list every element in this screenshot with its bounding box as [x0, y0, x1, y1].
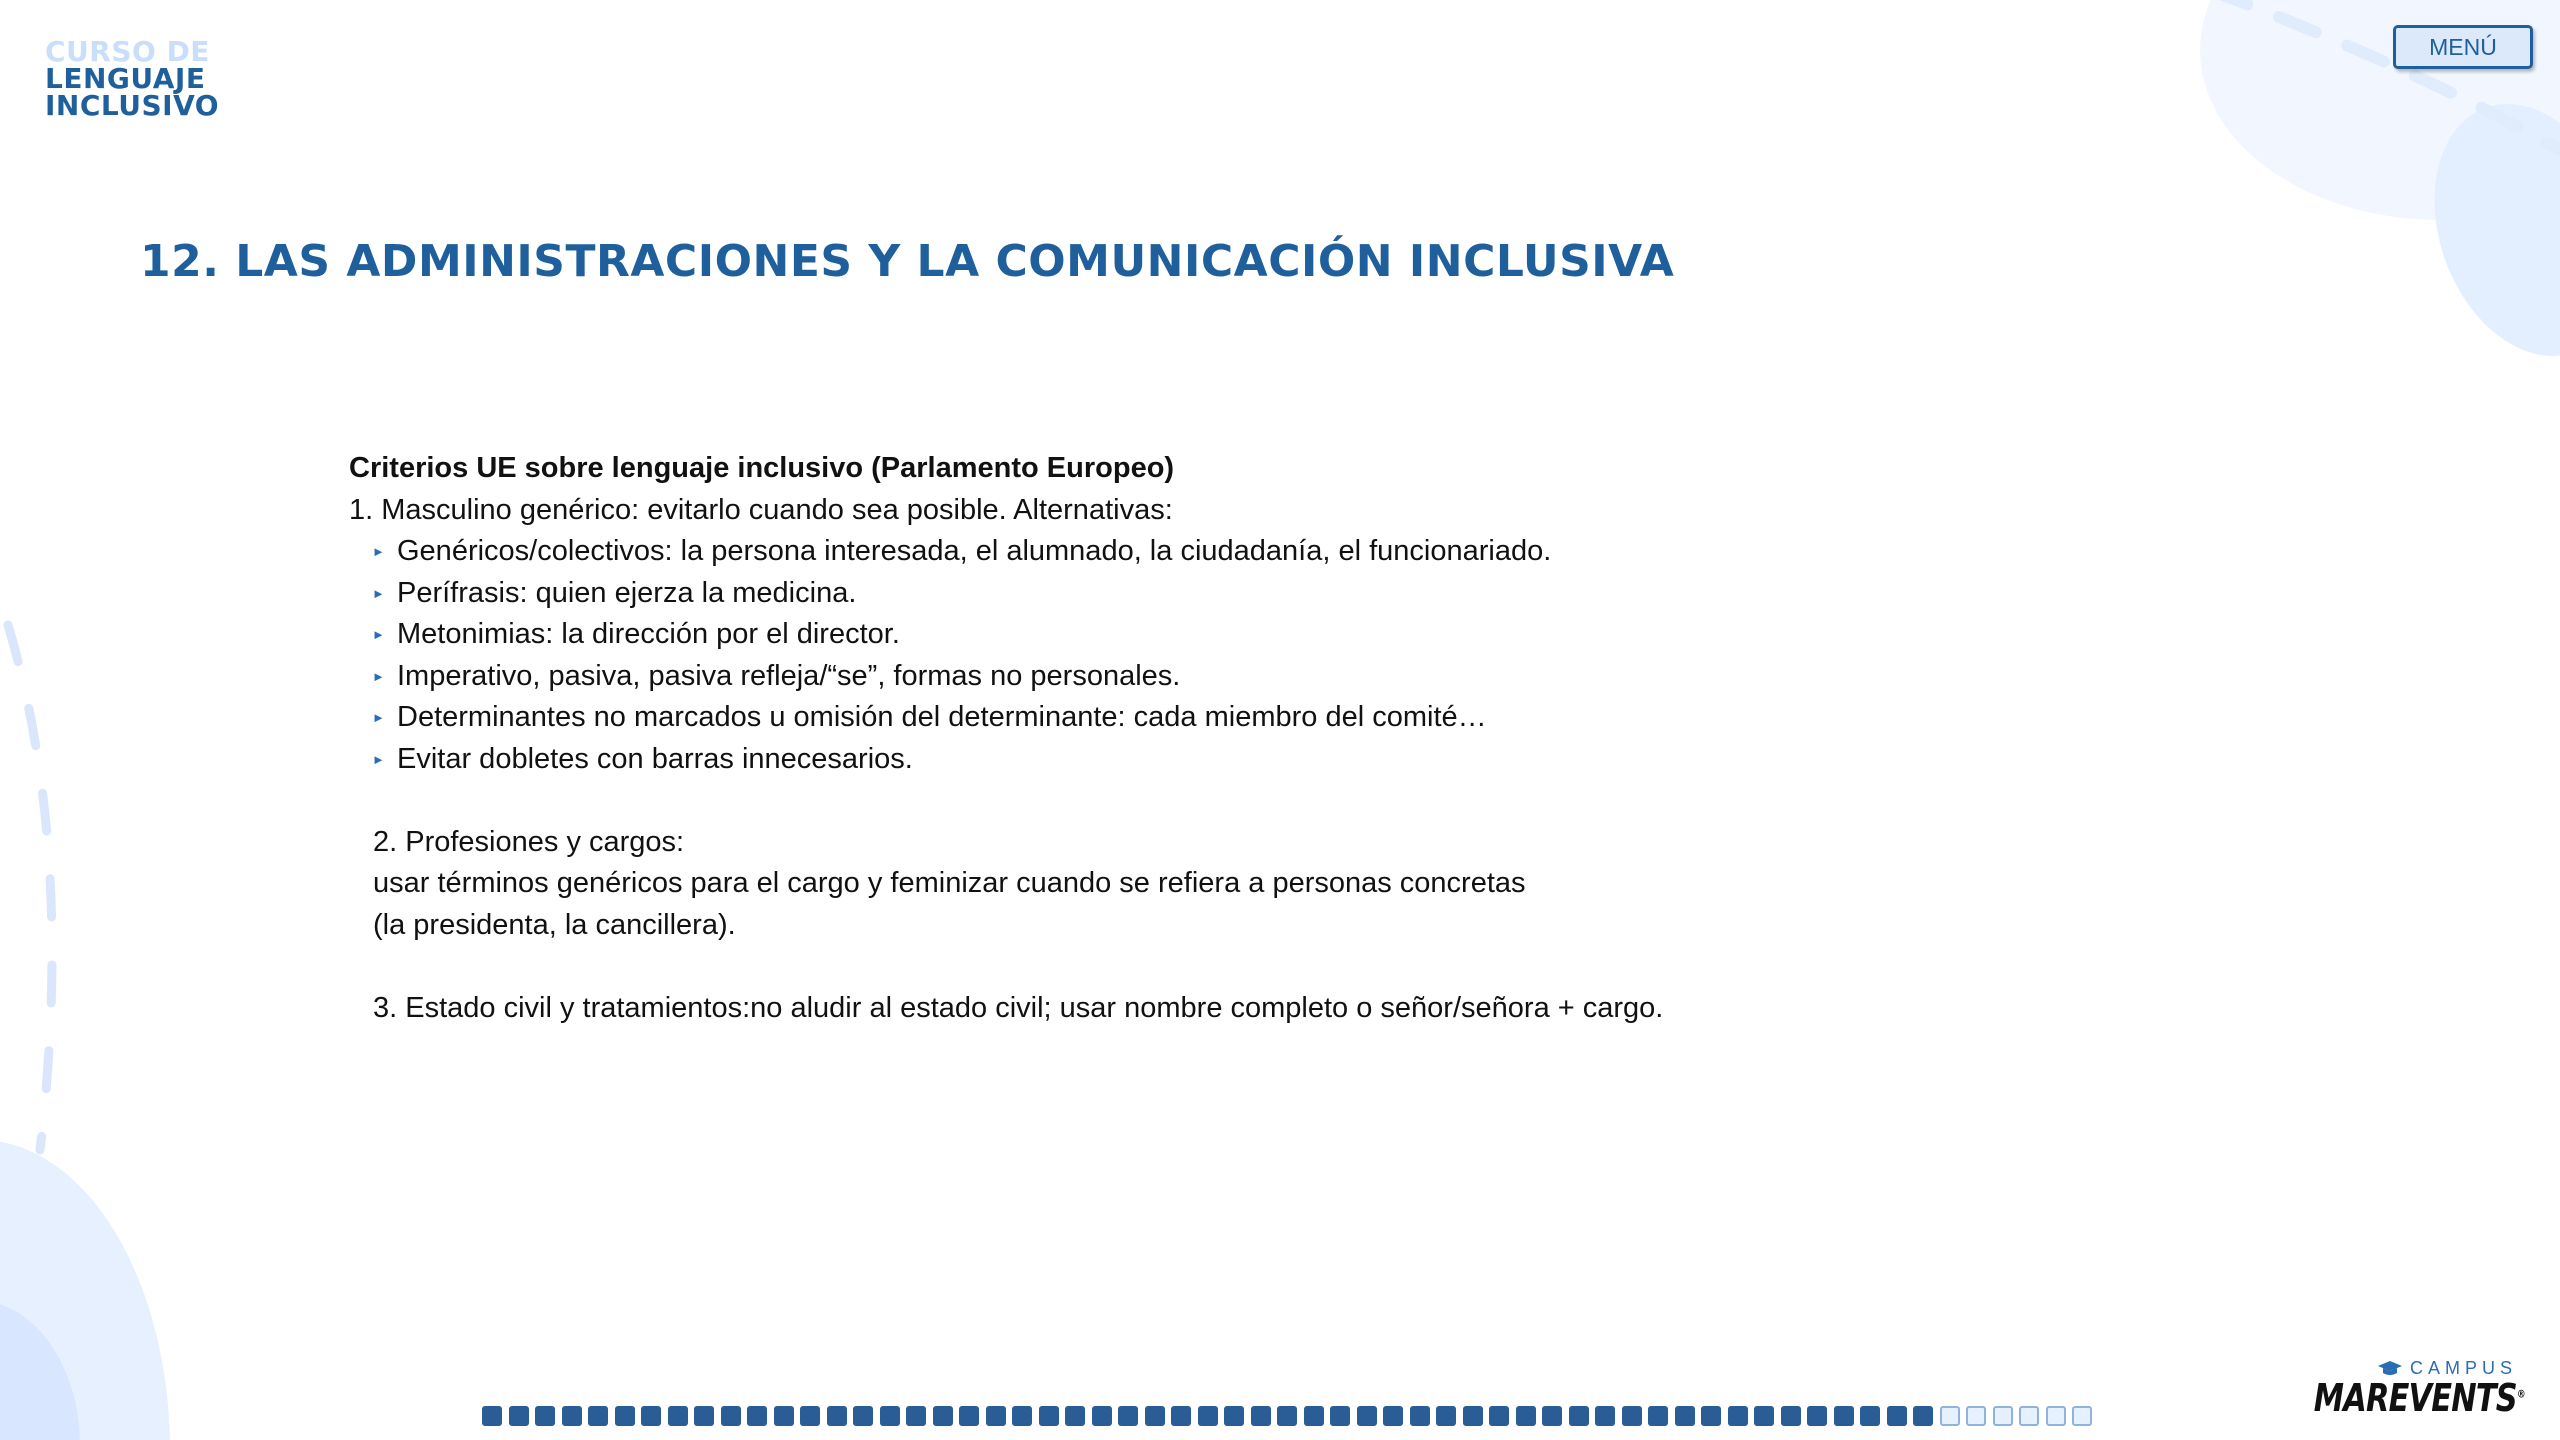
progress-step-completed[interactable]: [853, 1406, 873, 1426]
progress-step-completed[interactable]: [906, 1406, 926, 1426]
progress-step-completed[interactable]: [880, 1406, 900, 1426]
logo-line-2: LENGUAJE: [45, 62, 206, 95]
progress-step-completed[interactable]: [562, 1406, 582, 1426]
campus-marevents-logo: [2313, 1358, 2525, 1420]
slide-progress-bar: [482, 1406, 2092, 1426]
bullet-arrow-icon: ►: [372, 544, 385, 559]
progress-step-completed[interactable]: [747, 1406, 767, 1426]
bullet-text: Perífrasis: quien ejerza la medicina.: [397, 576, 857, 609]
progress-step-completed[interactable]: [774, 1406, 794, 1426]
progress-step-completed[interactable]: [1171, 1406, 1191, 1426]
bullet-arrow-icon: ►: [372, 668, 385, 684]
progress-step-completed[interactable]: [482, 1406, 502, 1426]
progress-step-completed[interactable]: [1595, 1406, 1615, 1426]
slide-content: [349, 448, 2049, 1029]
bullet-item: [349, 573, 2049, 615]
bullet-arrow-icon: ►: [372, 627, 385, 642]
spacer: [349, 946, 2049, 988]
progress-step-completed[interactable]: [933, 1406, 953, 1426]
progress-step-completed[interactable]: [1489, 1406, 1509, 1426]
progress-step-completed[interactable]: [668, 1406, 688, 1426]
criterion-2-line-2: (la presidenta, la cancillera).: [373, 908, 736, 941]
bullet-arrow-icon: ►: [372, 585, 385, 601]
progress-step-pending[interactable]: [1993, 1406, 2013, 1426]
progress-step-completed[interactable]: [1410, 1406, 1430, 1426]
progress-step-completed[interactable]: [615, 1406, 635, 1426]
progress-step-completed[interactable]: [509, 1406, 529, 1426]
progress-step-completed[interactable]: [1516, 1406, 1536, 1426]
bullet-item: [349, 739, 2049, 781]
criterion-1: 1. Masculino genérico: evitarlo cuando sea posible. Alternativas:: [349, 493, 1173, 526]
progress-step-completed[interactable]: [1436, 1406, 1456, 1426]
progress-step-completed[interactable]: [1728, 1406, 1748, 1426]
progress-step-completed[interactable]: [959, 1406, 979, 1426]
progress-step-completed[interactable]: [1118, 1406, 1138, 1426]
progress-step-completed[interactable]: [1622, 1406, 1642, 1426]
bullet-arrow-icon: ►: [372, 710, 385, 725]
progress-step-completed[interactable]: [1383, 1406, 1403, 1426]
progress-step-completed[interactable]: [827, 1406, 847, 1426]
logo-line-3: INCLUSIVO: [45, 89, 220, 122]
progress-step-completed[interactable]: [1251, 1406, 1271, 1426]
progress-step-completed[interactable]: [1357, 1406, 1377, 1426]
progress-step-completed[interactable]: [1542, 1406, 1562, 1426]
bullet-text: Imperativo, pasiva, pasiva refleja/“se”, formas no personales.: [397, 659, 1181, 692]
page-title: 12. LAS ADMINISTRACIONES Y LA COMUNICACIÓN INCLUSIVA: [140, 236, 1675, 287]
progress-step-pending[interactable]: [2046, 1406, 2066, 1426]
progress-step-pending[interactable]: [2019, 1406, 2039, 1426]
criterion-2-title: 2. Profesiones y cargos:: [373, 825, 685, 858]
progress-step-completed[interactable]: [1701, 1406, 1721, 1426]
bullet-arrow-icon: ►: [372, 751, 385, 767]
progress-step-completed[interactable]: [1860, 1406, 1880, 1426]
progress-step-completed[interactable]: [588, 1406, 608, 1426]
progress-step-pending[interactable]: [1966, 1406, 1986, 1426]
menu-button[interactable]: MENÚ: [2393, 25, 2533, 69]
spacer: [349, 780, 2049, 822]
progress-step-completed[interactable]: [1675, 1406, 1695, 1426]
progress-step-completed[interactable]: [1330, 1406, 1350, 1426]
campus-label: CAMPUS: [2409, 1358, 2517, 1378]
progress-step-completed[interactable]: [1569, 1406, 1589, 1426]
progress-step-completed[interactable]: [1145, 1406, 1165, 1426]
progress-step-completed[interactable]: [1198, 1406, 1218, 1426]
progress-step-completed[interactable]: [1887, 1406, 1907, 1426]
bullet-text: Evitar dobletes con barras innecesarios.: [397, 742, 913, 775]
progress-step-completed[interactable]: [1304, 1406, 1324, 1426]
progress-step-completed[interactable]: [721, 1406, 741, 1426]
bullet-item: [349, 656, 2049, 698]
bullet-text: Determinantes no marcados u omisión del determinante: cada miembro del comité…: [397, 701, 1487, 733]
progress-step-completed[interactable]: [641, 1406, 661, 1426]
bullet-text: Metonimias: la dirección por el director.: [397, 618, 900, 650]
course-logo: [45, 35, 220, 122]
progress-step-completed[interactable]: [1065, 1406, 1085, 1426]
progress-step-completed[interactable]: [986, 1406, 1006, 1426]
progress-step-completed[interactable]: [1913, 1406, 1933, 1426]
bullet-item: [349, 614, 2049, 656]
criterion-2-line-1: usar términos genéricos para el cargo y feminizar cuando se refiera a personas concretas: [373, 867, 1526, 899]
bullet-text: Genéricos/colectivos: la persona interesada, el alumnado, la ciudadanía, el funcionariado.: [397, 535, 1552, 567]
bullet-item: [349, 697, 2049, 739]
brand-name-text: MAREVENTS: [2313, 1376, 2517, 1420]
progress-step-completed[interactable]: [1012, 1406, 1032, 1426]
progress-step-completed[interactable]: [1807, 1406, 1827, 1426]
progress-step-pending[interactable]: [2072, 1406, 2092, 1426]
progress-step-completed[interactable]: [1781, 1406, 1801, 1426]
registered-mark: ®: [2517, 1387, 2525, 1401]
progress-step-completed[interactable]: [1754, 1406, 1774, 1426]
progress-step-completed[interactable]: [800, 1406, 820, 1426]
brand-name: [2314, 1376, 2525, 1420]
criterion-3: 3. Estado civil y tratamientos:no aludir al estado civil; usar nombre completo o señor/señora + cargo.: [373, 991, 1664, 1024]
progress-step-completed[interactable]: [1834, 1406, 1854, 1426]
progress-step-completed[interactable]: [1277, 1406, 1297, 1426]
progress-step-completed[interactable]: [535, 1406, 555, 1426]
content-heading: Criterios UE sobre lenguaje inclusivo (Parlamento Europeo): [349, 452, 1175, 484]
logo-line-1: CURSO DE: [45, 35, 210, 68]
progress-step-completed[interactable]: [1648, 1406, 1668, 1426]
progress-step-completed[interactable]: [694, 1406, 714, 1426]
progress-step-completed[interactable]: [1224, 1406, 1244, 1426]
progress-step-pending[interactable]: [1940, 1406, 1960, 1426]
progress-step-completed[interactable]: [1463, 1406, 1483, 1426]
progress-step-completed[interactable]: [1092, 1406, 1112, 1426]
bullet-item: [349, 531, 2049, 573]
progress-step-completed[interactable]: [1039, 1406, 1059, 1426]
